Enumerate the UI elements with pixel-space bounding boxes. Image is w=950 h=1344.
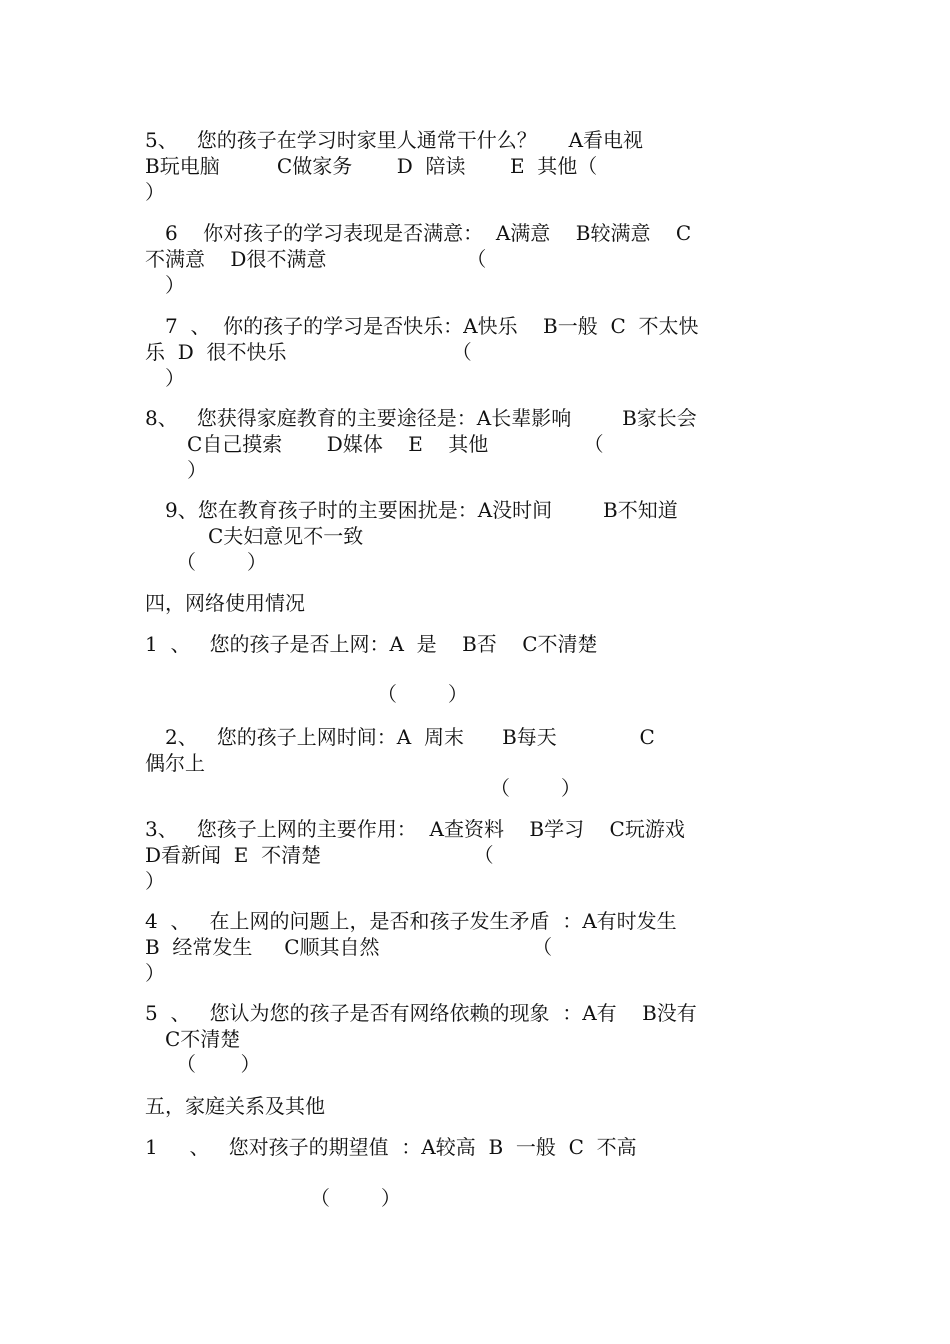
question-4-5-line-1: 5 、 您认为您的孩子是否有网络依赖的现象 ：A有 B没有 <box>145 1001 697 1025</box>
question-3-8-line-1: 8、 您获得家庭教育的主要途径是：A长辈影响 B家长会 <box>145 406 697 430</box>
question-3-6-line-3: ） <box>165 273 185 297</box>
question-3-5-line-2: B玩电脑 C做家务 D 陪读 E 其他（ <box>145 154 598 178</box>
question-4-4-line-2: B 经常发生 C顺其自然 （ <box>145 935 553 959</box>
question-4-3-line-1: 3、 您孩子上网的主要作用： A查资料 B学习 C玩游戏 <box>145 817 685 841</box>
question-3-6-line-2: 不满意 D很不满意 （ <box>145 247 487 271</box>
question-3-7-line-3: ） <box>165 366 185 390</box>
section-5-heading: 五，家庭关系及其他 <box>145 1094 325 1118</box>
question-3-9-line-1: 9、您在教育孩子时的主要困扰是：A没时间 B不知道 <box>165 498 678 522</box>
question-3-5-line-1: 5、 您的孩子在学习时家里人通常干什么？ A看电视 <box>145 128 644 152</box>
question-4-3-line-3: ） <box>145 869 165 893</box>
question-4-5-line-2: C不清楚 <box>165 1027 241 1051</box>
question-3-9-line-3: （ ） <box>176 550 267 574</box>
question-4-2-line-3: （ ） <box>490 776 581 800</box>
question-3-7-line-1: 7 、 你的孩子的学习是否快乐：A快乐 B一般 C 不太快 <box>165 314 699 338</box>
question-3-5-line-3: ） <box>145 180 165 204</box>
question-3-8-line-2: C自己摸索 D媒体 E 其他 （ <box>187 432 604 456</box>
question-4-2-line-2: 偶尔上 <box>145 751 205 775</box>
question-4-3-line-2: D看新闻 E 不清楚 （ <box>145 843 494 867</box>
question-4-5-line-3: （ ） <box>176 1052 261 1076</box>
question-4-2-line-1: 2、 您的孩子上网时间：A 周末 B每天 C <box>165 725 655 749</box>
question-3-9-line-2: C夫妇意见不一致 <box>208 524 364 548</box>
question-5-1-line-1: 1 、 您对孩子的期望值 ：A较高 B 一般 C 不高 <box>145 1135 637 1159</box>
question-3-6-line-1: 6 你对孩子的学习表现是否满意： A满意 B较满意 C <box>165 221 692 245</box>
question-3-8-line-3: ） <box>187 458 207 482</box>
question-3-7-line-2: 乐 D 很不快乐 （ <box>145 340 472 364</box>
section-4-heading: 四，网络使用情况 <box>145 591 305 615</box>
question-4-1-line-1: 1 、 您的孩子是否上网：A 是 B否 C不清楚 <box>145 632 598 656</box>
question-4-4-line-3: ） <box>145 961 165 985</box>
question-5-1-line-2: （ ） <box>310 1186 401 1210</box>
question-4-4-line-1: 4 、 在上网的问题上，是否和孩子发生矛盾 ：A有时发生 <box>145 909 677 933</box>
question-4-1-line-2: （ ） <box>377 682 468 706</box>
